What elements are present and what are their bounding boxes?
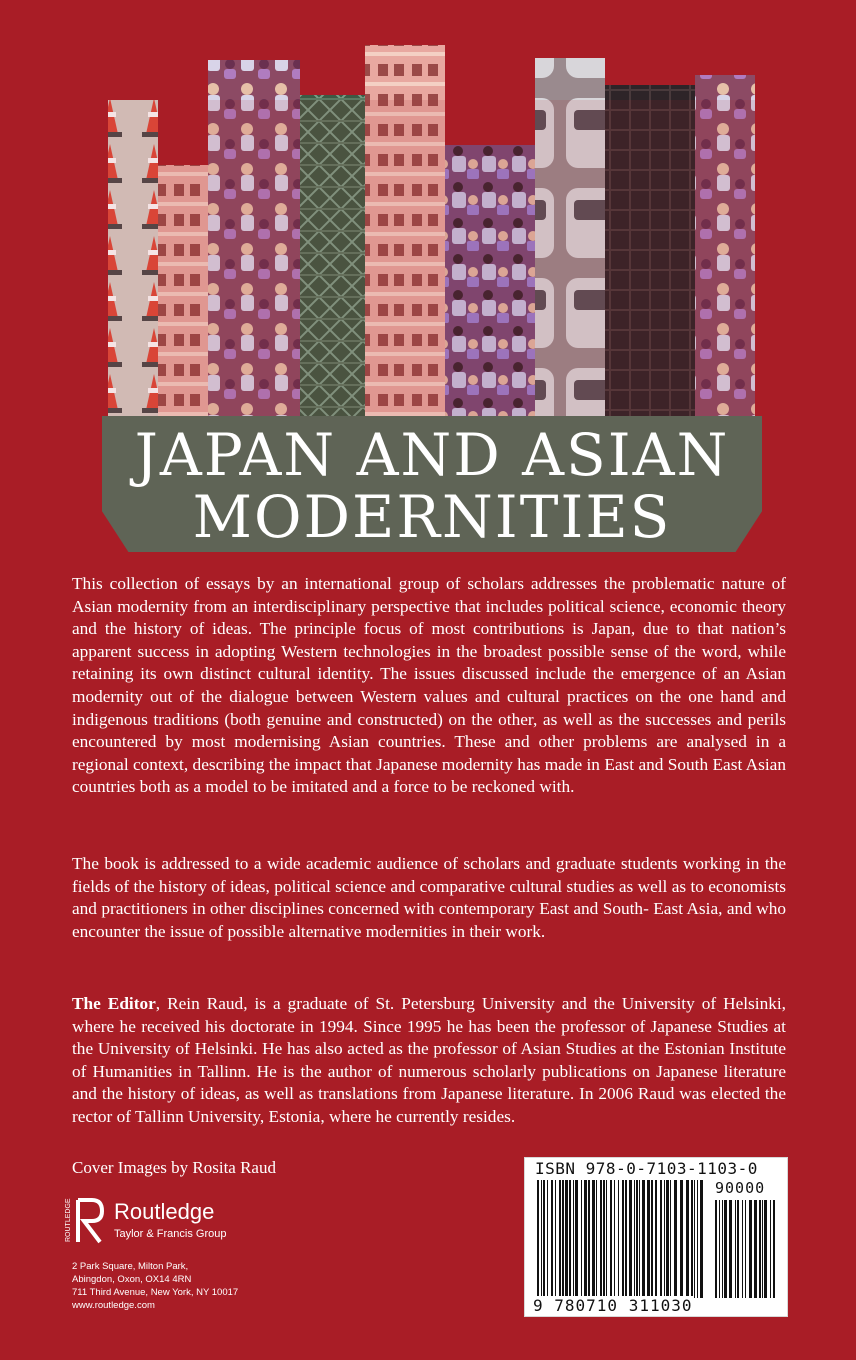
barcode-bar — [647, 1180, 650, 1298]
barcode-bar — [737, 1200, 739, 1298]
barcode-bar — [603, 1180, 605, 1298]
address-line: 2 Park Square, Milton Park, — [72, 1261, 189, 1272]
barcode-bar — [722, 1200, 723, 1298]
barcode-bar — [735, 1200, 736, 1298]
editor-bio: , Rein Raud, is a graduate of St. Petersburg University and the University of Helsinki, where he received his doctorate in 1994. Since 1995 he has been the professor of Japanese Studies at the University of Helsinki. He has also acted as the professor of Asian Studies at the Estonian Institute of Humanities in Tallinn. He is the author of numerous scholarly publications on Japanese literature and the history of ideas, as well as translations from Japanese literature. In 2006 Raud was elected the rector of Tallinn University, Estonia, where he currently resides. — [72, 994, 786, 1126]
barcode-bar — [729, 1200, 732, 1298]
barcode-bar — [762, 1200, 763, 1298]
barcode-bar — [541, 1180, 542, 1298]
barcode-bar — [581, 1180, 582, 1298]
barcode-bar — [618, 1180, 619, 1298]
description-paragraph-1: This collection of essays by an international group of scholars addresses the problematic nature of Asian modernity from an interdisciplinary perspective that includes political science, economic theory and the history of ideas. The principle focus of most contributions is Japan, due to that nation’s apparent success in adopting Western technologies in the broadest possible sense of the word, while retaining its own distinct cultural identity. The issues discussed include the emergence of an Asian modernity out of the dialogue between Western values and cultural practices on the one hand and indigenous traditions (both genuine and constructed) on the other, as well as the successes and perils encountered by most modernising Asian countries. These and other problems are analysed in a regional context, describing the impact that Japanese modernity has made in East and South East Asian countries both as a model to be imitated and a force to be reckoned with. — [72, 574, 786, 797]
routledge-logo-icon — [62, 1196, 106, 1246]
barcode-bar — [674, 1180, 677, 1298]
barcode-bar — [575, 1180, 578, 1298]
barcode-bar — [569, 1180, 571, 1298]
barcode-bar — [592, 1180, 595, 1298]
barcode-bar — [606, 1180, 607, 1298]
editor-paragraph — [72, 993, 786, 1129]
barcode-bar — [634, 1180, 635, 1298]
cover-image-credit: Cover Images by Rosita Raud — [72, 1158, 276, 1177]
barcode-bar — [600, 1180, 602, 1298]
barcode-bar — [625, 1180, 627, 1298]
barcode-bar — [773, 1200, 775, 1298]
barcode-bar — [764, 1200, 767, 1298]
address-line: Abingdon, Oxon, OX14 4RN — [72, 1274, 192, 1285]
isbn-barcode — [524, 1157, 788, 1317]
barcode-bar — [691, 1180, 693, 1298]
barcode-bar — [629, 1180, 632, 1298]
barcode-bar — [651, 1180, 653, 1298]
barcode-bar — [719, 1200, 720, 1298]
barcode-bar — [543, 1180, 545, 1298]
publisher-name: Routledge — [114, 1199, 215, 1224]
barcode-bar — [562, 1180, 564, 1298]
barcode-bar — [715, 1200, 717, 1298]
barcode-bar — [664, 1180, 665, 1298]
barcode-bar — [565, 1180, 568, 1298]
barcode-bar — [559, 1180, 561, 1298]
barcode-bar — [724, 1200, 727, 1298]
barcode-bar — [759, 1200, 761, 1298]
barcode-bar — [547, 1180, 548, 1298]
barcode-bar — [742, 1200, 743, 1298]
barcode-bar — [670, 1180, 671, 1298]
barcode-bar — [660, 1180, 662, 1298]
barcode-bar — [697, 1180, 698, 1298]
logo-vertical-text: ROUTLEDGE — [65, 1198, 72, 1242]
barcode-bar — [596, 1180, 597, 1298]
barcode-bar — [551, 1180, 553, 1298]
editor-label: The Editor — [72, 994, 156, 1013]
price-code: 90000 — [715, 1179, 766, 1197]
description-paragraph-2: The book is addressed to a wide academic audience of scholars and graduate students working in the fields of the history of ideas, political science and comparative cultural studies as well as to economists and practitioners in other disciplines concerned with contemporary East and South- East Asia, and who encounter the issue of possible alternative modernities in their work. — [72, 854, 786, 941]
barcode-bar — [655, 1180, 657, 1298]
barcode-bar — [584, 1180, 587, 1298]
barcode-bar — [749, 1200, 752, 1298]
barcode-bar — [573, 1180, 574, 1298]
barcode-bar — [745, 1200, 746, 1298]
book-title-line-1: JAPAN AND ASIAN — [134, 421, 730, 489]
barcode-bar — [754, 1200, 757, 1298]
barcode-bar — [694, 1180, 695, 1298]
barcode-bar — [686, 1180, 689, 1298]
barcode-bar — [770, 1200, 771, 1298]
barcode-bar — [614, 1180, 615, 1298]
barcode-bar — [537, 1180, 539, 1298]
barcode-bar — [622, 1180, 624, 1298]
book-title-line-2: MODERNITIES — [192, 483, 672, 551]
barcode-bar — [588, 1180, 590, 1298]
barcode-bar — [666, 1180, 669, 1298]
address-line: 711 Third Avenue, New York, NY 10017 — [72, 1287, 239, 1298]
publisher-group: Taylor & Francis Group — [114, 1228, 227, 1240]
barcode-bar — [610, 1180, 612, 1298]
ean-digits: 9 780710 311030 — [533, 1296, 693, 1315]
barcode-bar — [700, 1180, 703, 1298]
isbn-text: ISBN 978-0-7103-1103-0 — [535, 1159, 758, 1178]
barcode-bar — [642, 1180, 645, 1298]
barcode-bar — [555, 1180, 556, 1298]
publisher-website: www.routledge.com — [72, 1300, 155, 1311]
barcode-bar — [636, 1180, 638, 1298]
barcode-bar — [639, 1180, 640, 1298]
barcode-bar — [680, 1180, 683, 1298]
